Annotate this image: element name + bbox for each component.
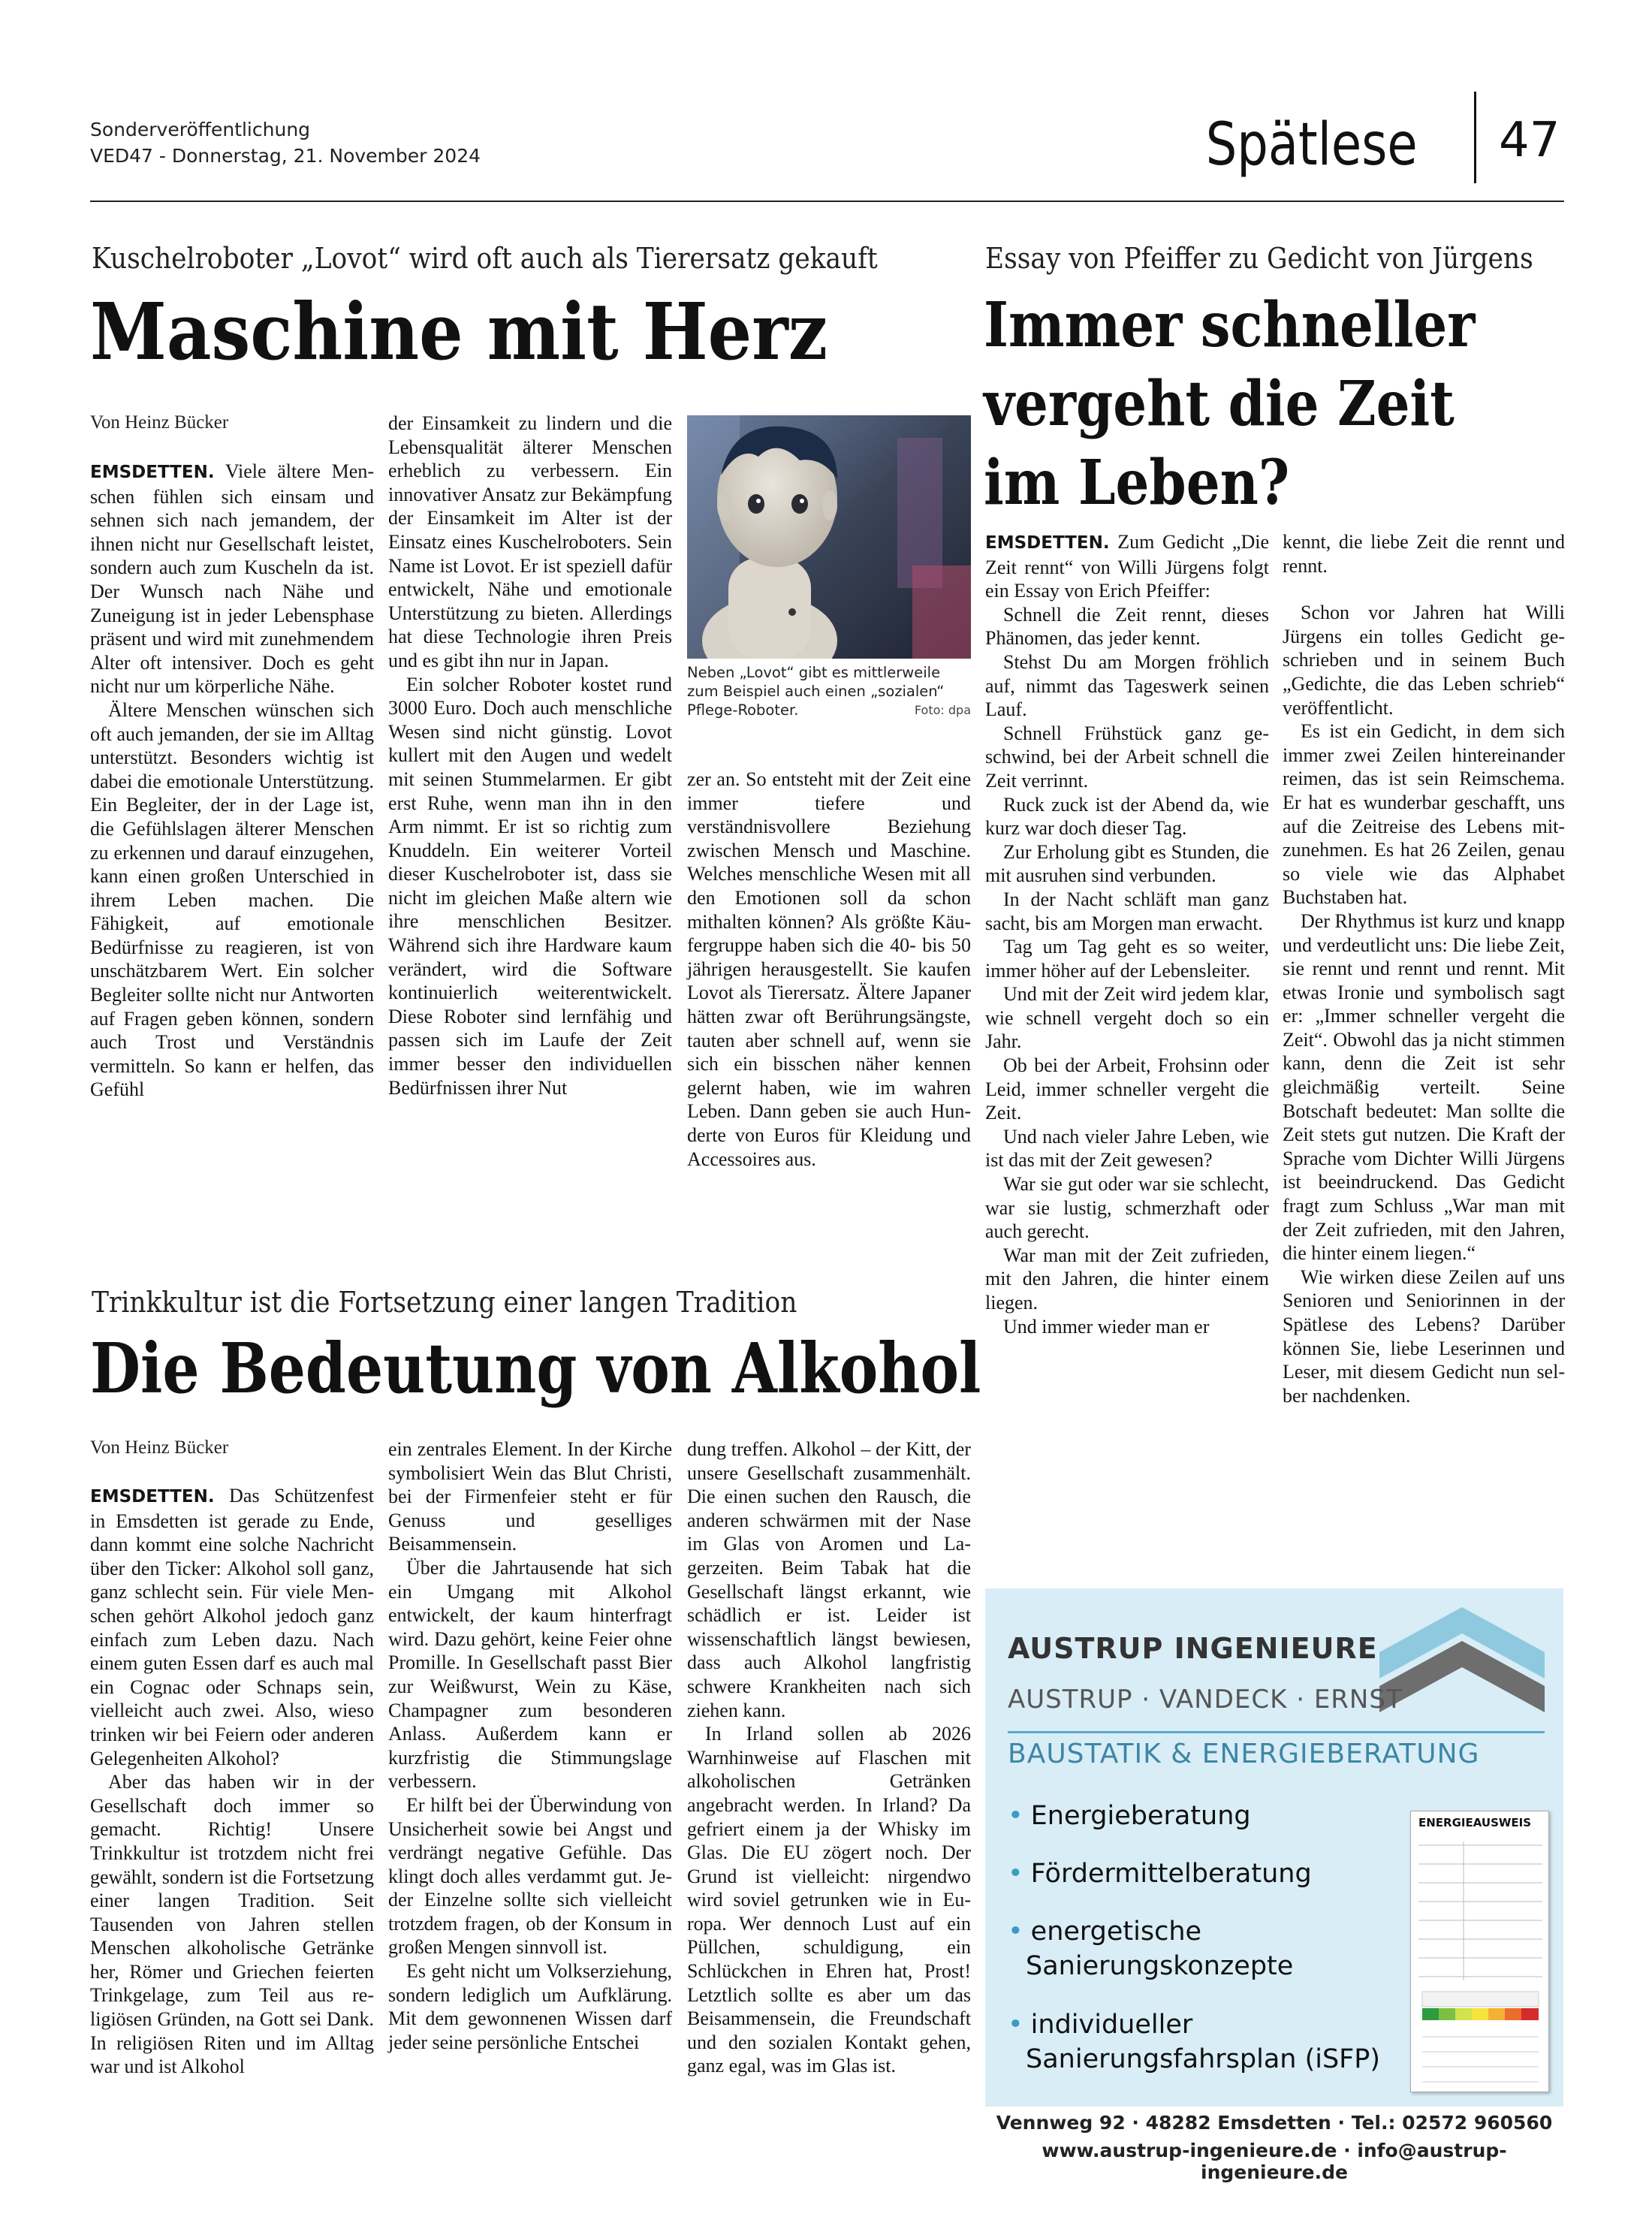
paragraph: Ruck zuck ist der Abend da, wie kurz war doch dieser Tag. xyxy=(985,793,1269,840)
article-robot-column-3 xyxy=(687,768,971,1171)
advertisement[interactable] xyxy=(985,1588,1563,2183)
paragraph: Und mit der Zeit wird jedem klar, wie schnell vergeht doch so ein Jahr. xyxy=(985,983,1269,1053)
bullet-icon: • xyxy=(1008,1917,1023,1947)
ad-brand: AUSTRUP INGENIEURE xyxy=(1008,1632,1378,1665)
paragraph: Stehst Du am Morgen fröhlich auf, nimmt das Tageswerk seinen Lauf. xyxy=(985,650,1269,721)
article-essay-column-2 xyxy=(1283,530,1565,1407)
publication-label: Sonderveröffentlichung xyxy=(90,119,311,140)
ad-service-item: • Energieberatung xyxy=(1008,1801,1251,1831)
certificate-title: ENERGIEAUSWEIS xyxy=(1418,1816,1532,1829)
article-alcohol-column-2 xyxy=(388,1437,672,2054)
paragraph: der Einsamkeit zu lindern und die Lebensqualität älterer Menschen erheblich zu verbessern. Ein innovativer Ansatz zur Bekämpfung der Einsamkeit im Alter ist der Einsatz eines Kuschelroboters. Sein Name ist Lovot. Er ist speziell dafür entwickelt, Nähe und emotionale Unterstützung zu bieten. Allerdings hat diese Technologie ihren Preis und es gibt ihn nur in Japan. xyxy=(388,412,672,671)
ad-website-link[interactable]: www.austrup-ingenieure.de · info@austrup-ingenieure.de xyxy=(1042,2140,1507,2183)
section-title: Spätlese xyxy=(1206,111,1418,179)
bullet-icon: • xyxy=(1008,1859,1023,1889)
article-robot-column-1 xyxy=(90,460,374,1102)
dateline: EMSDETTEN. xyxy=(90,1487,215,1507)
header-divider xyxy=(1474,92,1476,183)
paragraph: Das Schützenfest in Emsdetten ist gerade zu Ende, dann kommt eine solche Nachricht über den Ticker: Alkohol soll ganz, ganz schlecht sein. Für viele Menschen gehört Alkohol jedoch ganz einfach zum Leben dazu. Nach einem guten Essen darf es auch mal ein Cognac oder Schnaps sein, vielleicht auch zwei. Also, wieso trinken wir bei Feiern oder anderen Gelegenheiten Alkohol? xyxy=(90,1485,375,1769)
dateline: EMSDETTEN. xyxy=(985,533,1110,553)
ad-partners: AUSTRUP · VANDECK · ERNST xyxy=(1008,1685,1403,1715)
article-alcohol-headline: Die Bedeutung von Alkohol xyxy=(90,1328,981,1409)
bullet-icon: • xyxy=(1008,1801,1023,1831)
paragraph: Ein solcher Roboter kostet rund 3000 Euro. Doch auch menschliche Wesen sind nicht günstig. Lovot kullert mit den Augen und wedelt mit seinen Stummelarmen. Er gibt erst Ruhe, wenn man ihn in den Arm nimmt. Er ist so richtig zum Knuddeln. Ein weiterer Vorteil dieser Kuschelroboter ist, dass sie nicht im gleichen Maße altern wie ihre menschlichen Besitzer. Während sich ihre Hardware kaum verändert, wird die Software kontinuierlich weiterentwickelt. Diese Roboter sind lernfähig und passen sich im Laufe der Zeit immer besser den individuellen Bedürfnissen ihrer Nut xyxy=(388,673,672,1099)
page-number: 47 xyxy=(1499,113,1560,168)
paragraph: ein zentrales Element. In der Kirche symbolisiert Wein das Blut Christi, bei der Firmenfeier steht er für Genuss und geselliges Beisammensein. xyxy=(388,1438,672,1555)
paragraph: In der Nacht schläft man ganz sacht, bis am Morgen man erwacht. xyxy=(985,888,1269,934)
paragraph: War man mit der Zeit zufrieden, mit den Jahren, die hinter einem liegen. xyxy=(985,1244,1269,1314)
paragraph: Schon vor Jahren hat Willi Jürgens ein tolles Gedicht geschrieben und in seinem Buch „Gedichte, die das Leben schrieb“ veröffentlicht. xyxy=(1283,602,1565,719)
photo-credit: Foto: dpa xyxy=(914,703,971,717)
paragraph: Tag um Tag geht es so weiter, immer höher auf der Lebensleiter. xyxy=(985,936,1269,982)
paragraph: Aber das haben wir in der Gesellschaft doch immer so gemacht. Richtig! Unsere Trinkkultur ist trotzdem nicht frei gewählt, sondern ist die Fortsetzung einer langen Tradition. Seit Tausenden von Jahren stellen Menschen alkoholische Getränke her, Römer und Griechen feierten Trinkgelage, zum Teil aus religiösen Gründen, na Gott sei Dank. In religiösen Riten und im Alltag war und ist Alkohol xyxy=(90,1771,374,2078)
article-alcohol-column-3 xyxy=(687,1437,971,2078)
paragraph: Der Rhythmus ist kurz und knapp und verdeutlicht uns: Die liebe Zeit, sie rennt und rennt und rennt. Mit etwas Ironie und symbolisch sagt er: „Immer schneller vergeht die Zeit“. Obwohl das ja nicht stimmen kann, denn die Zeit ist sehr gleichmäßig verteilt. Seine Botschaft bedeutet: Man sollte die Zeit stets gut nutzen. Die Kraft der Sprache vom Dichter Willi Jürgens ist beeindruckend. Das Gedicht fragt zum Schluss „War man mit der Zeit zufrieden, mit den Jahren, die hinter einem liegen.“ xyxy=(1283,909,1565,1265)
article-robot-byline: Von Heinz Bücker xyxy=(90,412,229,433)
dateline: EMSDETTEN. xyxy=(90,463,215,482)
paragraph: Er hilft bei der Überwindung von Unsicherheit sowie bei Angst und verdrängt negative Gefühle. Das klingt doch alles verdammt gut. Jeder Einzelne sollte sich vielleicht trotzdem fragen, ob der Konsum in großen Mengen sinnvoll ist. xyxy=(388,1793,672,1959)
article-essay-kicker: Essay von Pfeiffer zu Gedicht von Jürgens xyxy=(985,242,1533,275)
edition-date: VED47 - Donnerstag, 21. November 2024 xyxy=(90,145,481,167)
paragraph: Zur Erholung gibt es Stunden, die mit ausruhen sind verbunden. xyxy=(985,840,1269,887)
paragraph: dung treffen. Alkohol – der Kitt, der unsere Gesellschaft zusammenhält. Die einen suchen den Rausch, die anderen schwärmen mit der Nase im Glas von Aromen und Lagerzeiten. Beim Tabak hat die Gesellschaft längst erkannt, wie schädlich er ist. Leider ist wissenschaftlich längst bewiesen, dass auch Alkohol langfristig schwere Krankheiten nach sich ziehen kann. xyxy=(687,1438,971,1721)
article-essay-headline-line-2: vergeht die Zeit xyxy=(984,368,1455,440)
paragraph: Viele ältere Menschen fühlen sich einsam und sehnen sich nach jemandem, der ihnen nicht nur Gesellschaft leistet, sondern auch zum Kuscheln da ist. Der Wunsch nach Nähe und Zuneigung ist in jeder Lebensphase präsent und wird mit zunehmendem Alter oft intensiver. Doch es geht nicht nur um körperliche Nähe. xyxy=(90,460,374,698)
ad-service-item: • Fördermittelberatung xyxy=(1008,1859,1312,1889)
robot-photo xyxy=(687,415,971,659)
paragraph: Es ist ein Gedicht, in dem sich immer zwei Zeilen hintereinander reimen, das ist sein Reimschema. Er hat es wunderbar geschafft, uns auf die Zeitreise des Lebens mitzunehmen. Es hat 26 Zeilen, genau so viele wie das Alphabet Buchstaben hat. xyxy=(1283,720,1565,909)
photo-caption xyxy=(687,663,971,719)
ad-footer xyxy=(985,2107,1563,2183)
paragraph: War sie gut oder war sie schlecht, war sie lustig, schmerzhaft oder auch gerecht. xyxy=(985,1173,1269,1243)
paragraph: Und immer wieder man er xyxy=(1003,1315,1210,1338)
ad-tagline: BAUSTATIK & ENERGIEBERATUNG xyxy=(1008,1739,1480,1769)
article-robot-kicker: Kuschelroboter „Lovot“ wird oft auch als Tierersatz gekauft xyxy=(92,242,878,275)
paragraph: Es geht nicht um Volkserziehung, sondern lediglich um Aufklärung. Mit dem gewonnenen Wissen darf jeder seine persönliche Entschei xyxy=(388,1960,672,2053)
ad-service-item: • energetische Sanierungskonzepte xyxy=(1008,1917,1294,1981)
caption-text: Neben „Lovot“ gibt es mittlerweile zum Beispiel auch einen „sozialen“ Pflege-Roboter. xyxy=(687,664,945,719)
article-essay-headline-line-1: Immer schneller xyxy=(984,289,1476,361)
article-robot-column-2 xyxy=(388,412,672,1099)
paragraph: Über die Jahrtausende hat sich ein Umgang mit Alkohol entwickelt, der kaum hinterfragt wird. Dazu gehört, keine Feier ohne Promille. In Gesellschaft passt Bier zur Weißwurst, Wein zu Käse, Champagner zum besonderen Anlass. Außerdem kann er kurzfristig die Stimmungslage verbessern. xyxy=(388,1556,672,1793)
paragraph: Und nach vieler Jahre Leben, wie ist das mit der Zeit gewesen? xyxy=(985,1125,1269,1172)
article-alcohol-byline: Von Heinz Bücker xyxy=(90,1437,229,1458)
bullet-icon: • xyxy=(1008,2010,1023,2040)
article-essay-headline-line-3: im Leben? xyxy=(984,447,1290,519)
energy-certificate-icon xyxy=(1410,1811,1549,2092)
paragraph: In Irland sollen ab 2026 Warnhinweise auf Flaschen mit alkoholischen Getränken angebracht werden. In Irland? Da gefriert einem ja der Whisky im Glas. Die EU zögert noch. Der Grund ist vielleicht: nirgendwo wird soviel getrunken wie in Europa. Wer dennoch Lust auf ein Püllchen, schuldigung, ein Schlückchen in Ehren hat, Prost! Letztlich sollte es aber um das Beisammensein, die Freundschaft und den sozialen Kontakt gehen, ganz egal, was im Glas ist. xyxy=(687,1723,971,2077)
paragraph: zer an. So entsteht mit der Zeit eine immer tiefere und verständnisvollere Beziehung zwischen Mensch und Maschine. Welches menschliche Wesen mit all den Emotionen soll da schon mithalten können? Als größte Käufergruppe haben sich die 40- bis 50 jährigen herausgestellt. Sie kaufen Lovot als Tierersatz. Ältere Japaner hätten zwar oft Berührungsängste, tauten aber schnell auf, wenn sie sich ein bisschen näher kennen gelernt haben, wie im wahren Leben. Dann geben sie auch Hunderte von Euros für Kleidung und Accessoires aus. xyxy=(687,768,971,1170)
paragraph: Ältere Menschen wünschen sich oft auch jemanden, der sie im Alltag unterstützt. Besonders wichtig ist dabei die emotionale Unterstützung. Ein Begleiter, der in der Lage ist, die Gefühlslagen älterer Menschen zu erkennen und darauf einzugehen, kann einen großen Unterschied in ihrem Leben machen. Die Fähigkeit, auf emotionale Bedürfnisse zu reagieren, ist von unschätzbarem Wert. Ein solcher Begleiter sollte nicht nur Antworten auf Fragen geben können, sondern auch Trost und Verständnis vermitteln. So kann er helfen, das Gefühl xyxy=(90,698,374,1101)
article-robot-headline: Maschine mit Herz xyxy=(90,285,828,378)
ad-service-item: • individueller Sanierungsfahrsplan (iSFP) xyxy=(1008,2010,1381,2074)
paragraph: kennt, die liebe Zeit die rennt und rennt. xyxy=(1283,531,1565,577)
article-alcohol-column-1 xyxy=(90,1484,374,2079)
article-essay-column-1 xyxy=(985,530,1269,1338)
header-rule xyxy=(90,201,1564,202)
ad-divider xyxy=(1008,1731,1545,1733)
paragraph: Ob bei der Arbeit, Frohsinn oder Leid, immer schneller vergeht die Zeit. xyxy=(985,1054,1269,1124)
paragraph: Wie wirken diese Zeilen auf uns Senioren und Seniorinnen in der Spätlese des Lebens? Darüber können Sie, liebe Leserinnen und Leser, mit diesem Gedicht nun selber nachdenken. xyxy=(1283,1265,1565,1407)
paragraph: Zum Gedicht „Die Zeit rennt“ von Willi Jürgens folgt ein Essay von Erich Pfeiffer: xyxy=(985,531,1269,602)
paragraph: Schnell Frühstück ganz geschwind, bei der Arbeit schnell die Zeit verrinnt. xyxy=(985,722,1269,792)
roof-logo-icon xyxy=(1379,1607,1545,1712)
ad-address: Vennweg 92 · 48282 Emsdetten · Tel.: 02572 960560 xyxy=(996,2112,1553,2134)
paragraph: Schnell die Zeit rennt, dieses Phänomen, das jeder kennt. xyxy=(985,603,1269,650)
article-alcohol-kicker: Trinkkultur ist die Fortsetzung einer langen Tradition xyxy=(92,1286,797,1319)
